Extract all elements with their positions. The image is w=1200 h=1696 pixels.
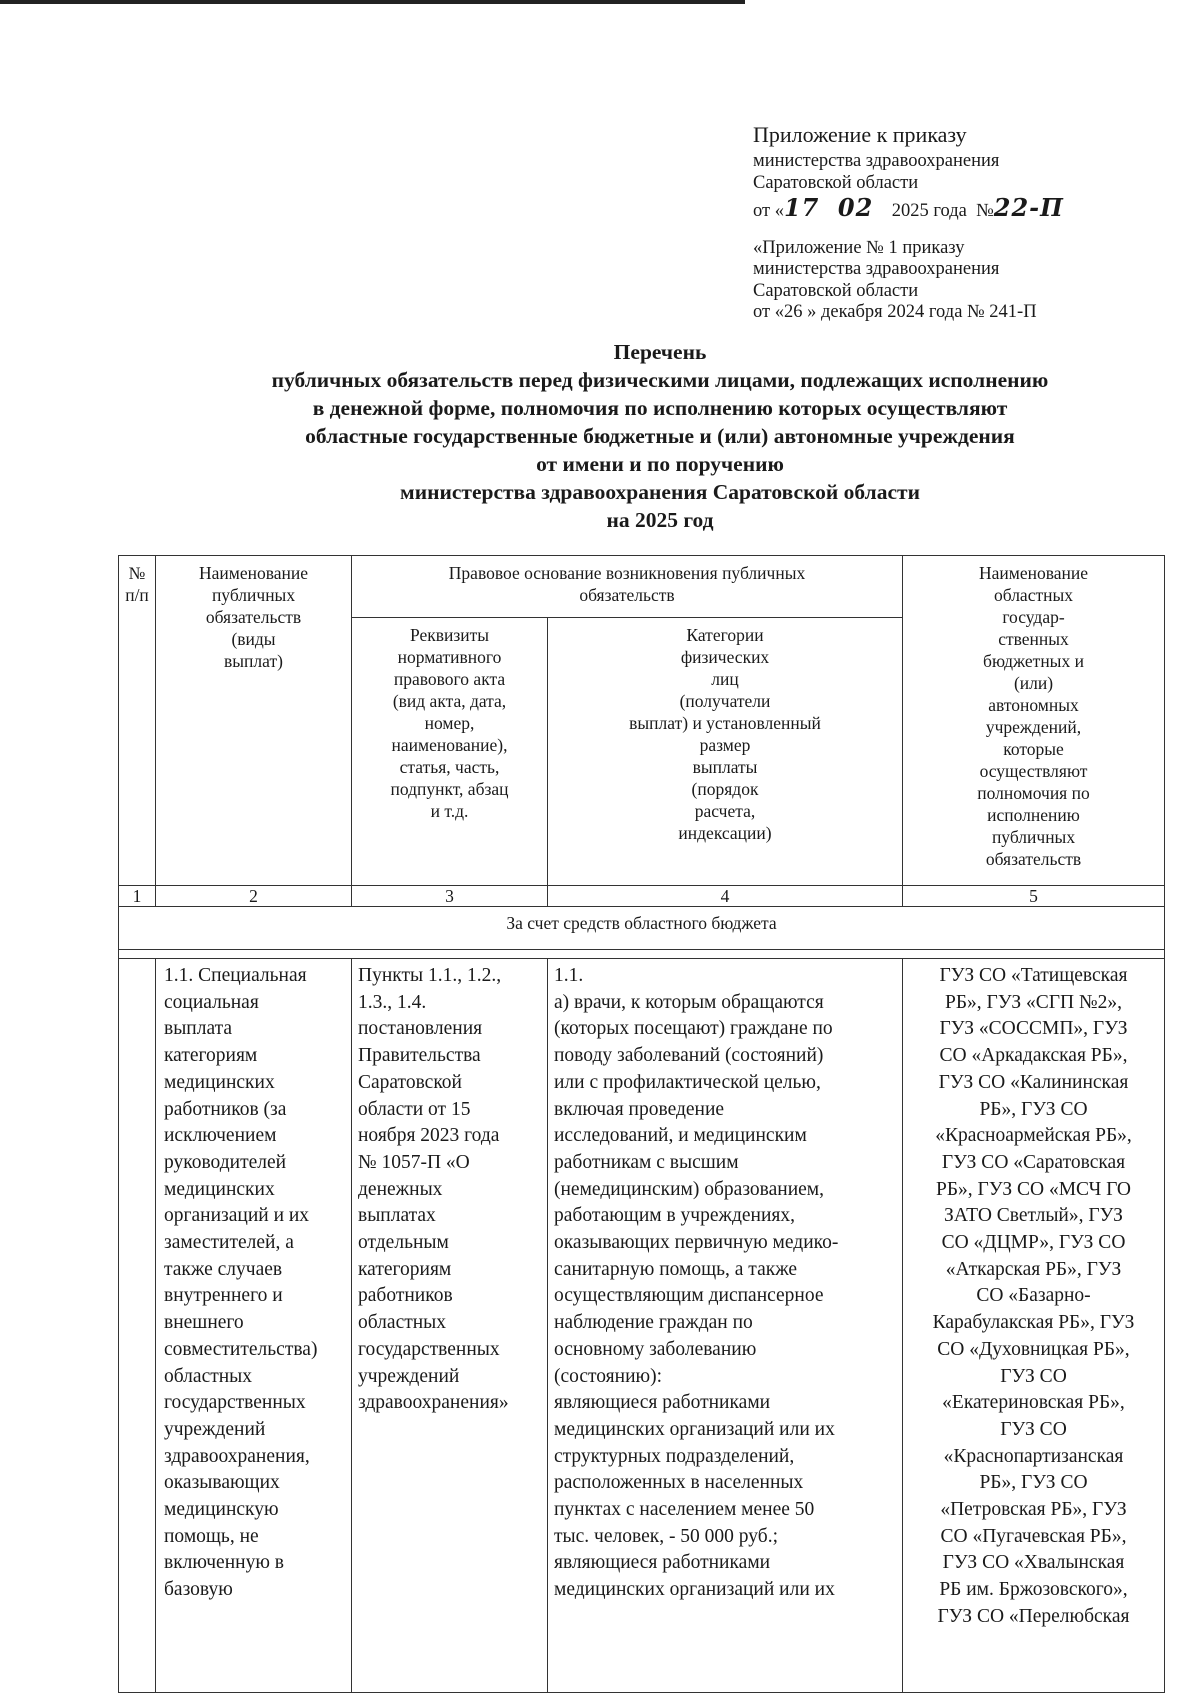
column-numbers-row — [119, 886, 1165, 907]
header-col-act: Реквизиты нормативного правового акта (вид акта, дата, номер, наименование), статья, часть, подпункт, абзац и т.д. — [352, 618, 548, 886]
row-categories: 1.1. а) врачи, к которым обращаются (которых посещают) граждане по поводу заболеваний (состояний) или с профилактической целью, включая проведение исследований, и медицинским работникам с высшим (немедицинским) образованием, работающим в учреждениях, оказывающих первичную медико- санитарную помощь, а также осуществляющим диспансерное наблюдение граждан по основному заболеванию (состоянию): являющиеся работниками медицинских организаций или их структурных подразделений, расположенных в населенных пунктах с населением менее 50 тыс. человек, - 50 000 руб.; являющиеся работниками медицинских организаций или их — [548, 959, 903, 1693]
date-prefix: от « — [753, 200, 784, 221]
section-title: За счет средств областного бюджета — [119, 907, 1165, 950]
orig-appendix-line2: министерства здравоохранения — [753, 259, 1000, 280]
approval-line2: министерства здравоохранения — [753, 151, 1000, 172]
top-border-line — [0, 0, 745, 4]
row-number — [119, 959, 156, 1693]
orig-appendix-line4: от «26 » декабря 2024 года № 241-П — [753, 301, 1037, 322]
row-obligation-name: 1.1. Специальная социальная выплата категориям медицинских работников (за исключением руководителей медицинских организаций и их заместителей, а также случаев внутреннего и внешнего совместительства) областных государственных учреждений здравоохранения, оказывающих медицинскую помощь, не включенную в базовую — [156, 959, 352, 1693]
section-row — [119, 907, 1165, 950]
handwritten-number: 22-П — [993, 192, 1064, 222]
header-legal-basis: Правовое основание возникновения публичных обязательств — [352, 556, 903, 618]
approval-line3: Саратовской области — [753, 172, 919, 193]
header-col-institutions: Наименование областных государ- ственных бюджетных и (или) автономных учреждений, которые осуществляют полномочия по исполнению публичных обязательств — [903, 556, 1165, 886]
approval-date-line — [753, 194, 1173, 222]
title-line2: публичных обязательств перед физическими лицами, подлежащих исполнению — [271, 368, 1049, 392]
header-col-categories: Категории физических лиц (получатели выплат) и установленный размер выплаты (порядок расчета, индексации) — [548, 618, 903, 886]
orig-appendix-line3: Саратовской области — [753, 280, 919, 301]
title-line3: в денежной форме, полномочия по исполнению которых осуществляют — [312, 396, 1008, 420]
col-number-3: 3 — [352, 886, 548, 907]
number-prefix: № — [976, 200, 994, 221]
table-row — [119, 959, 1165, 1693]
handwritten-month: 02 — [837, 192, 874, 222]
title-line5: от имени и по поручению — [536, 452, 784, 476]
row-legal-act: Пункты 1.1., 1.2., 1.3., 1.4. постановления Правительства Саратовской области от 15 ноября 2023 года № 1057-П «О денежных выплатах отдельным категориям работников областных государственных учреждений здравоохранения» — [352, 959, 548, 1693]
col-number-2: 2 — [156, 886, 352, 907]
section-spacer-row — [119, 950, 1165, 959]
orig-appendix-line1: «Приложение № 1 приказу — [753, 238, 965, 259]
document-title — [160, 338, 1160, 534]
approval-block — [753, 122, 1173, 323]
title-line4: областные государственные бюджетные и (или) автономные учреждения — [305, 424, 1015, 448]
header-col-number: № п/п — [119, 556, 156, 886]
obligations-table — [118, 555, 1165, 1693]
row-institutions: ГУЗ СО «Татищевская РБ», ГУЗ «СГП №2», ГУЗ «СОССМП», ГУЗ СО «Аркадакская РБ», ГУЗ СО «Калининская РБ», ГУЗ СО «Красноармейская РБ», ГУЗ СО «Саратовская РБ», ГУЗ СО «МСЧ ГО ЗАТО Светлый», ГУЗ СО «ДЦМР», ГУЗ СО «Аткарская РБ», ГУЗ СО «Базарно- Карабулакская РБ», ГУЗ СО «Духовницкая РБ», ГУЗ СО «Екатериновская РБ», ГУЗ СО «Краснопартизанская РБ», ГУЗ СО «Петровская РБ», ГУЗ СО «Пугачевская РБ», ГУЗ СО «Хвалынская РБ им. Бржозовского», ГУЗ СО «Перелюбская — [903, 959, 1165, 1693]
col-number-5: 5 — [903, 886, 1165, 907]
col-number-1: 1 — [119, 886, 156, 907]
col-number-4: 4 — [548, 886, 903, 907]
title-line6: министерства здравоохранения Саратовской области — [400, 480, 920, 504]
handwritten-day: 17 — [783, 192, 820, 222]
header-col-name: Наименование публичных обязательств (виды выплат) — [156, 556, 352, 886]
date-year: 2025 года — [891, 200, 967, 221]
title-line1: Перечень — [613, 340, 707, 364]
title-line7: на 2025 год — [606, 508, 714, 532]
approval-line1: Приложение к приказу — [753, 122, 967, 147]
